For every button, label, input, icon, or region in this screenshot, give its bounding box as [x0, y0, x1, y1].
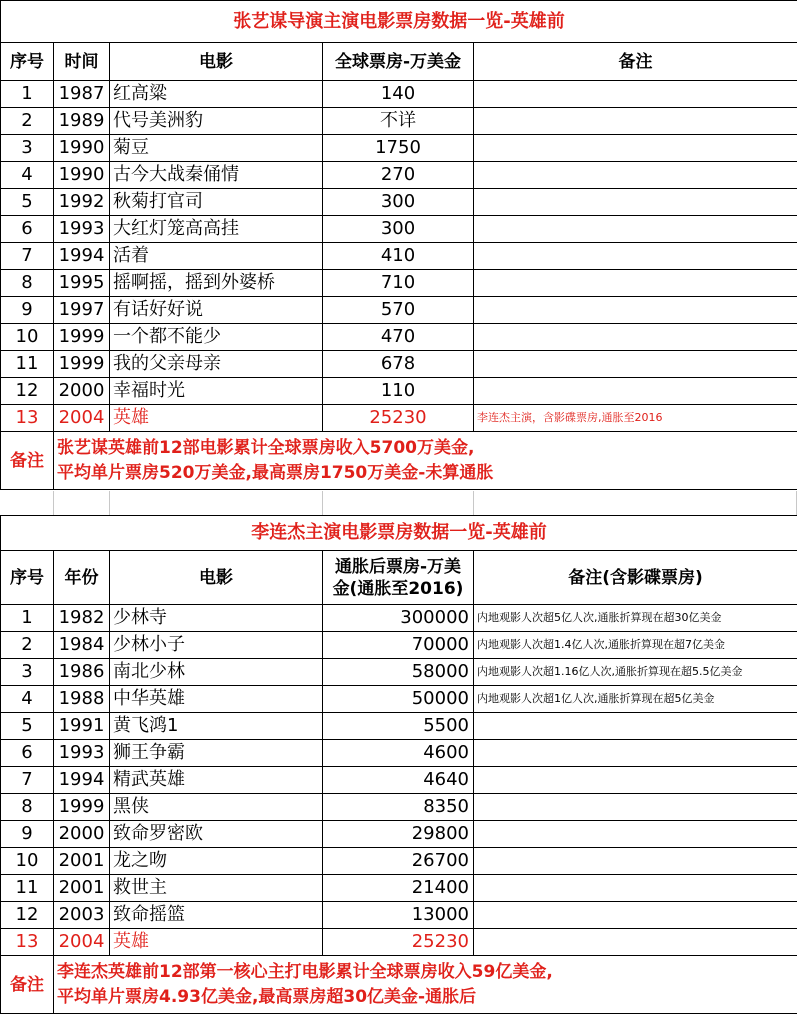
- row-note: [474, 297, 797, 324]
- jet-li-box-office-table: [0, 515, 797, 1014]
- table2-title: 李连杰主演电影票房数据一览-英雄前: [1, 516, 797, 551]
- header-year: 时间: [54, 43, 110, 81]
- summary-label: 备注: [1, 956, 54, 1014]
- row-box-office: 570: [323, 297, 474, 324]
- row-note: [474, 875, 797, 902]
- table-row: [1, 243, 797, 270]
- row-film: 英雄: [110, 929, 323, 956]
- row-box-office: 110: [323, 378, 474, 405]
- row-year: 1992: [54, 189, 110, 216]
- header-note: 备注(含影碟票房): [474, 551, 797, 605]
- row-year: 1993: [54, 216, 110, 243]
- row-box-office: 8350: [323, 794, 474, 821]
- row-year: 1999: [54, 324, 110, 351]
- table-row: [1, 794, 797, 821]
- table-row: [1, 297, 797, 324]
- row-no: 1: [1, 81, 54, 108]
- row-no: 3: [1, 659, 54, 686]
- row-film: 英雄: [110, 405, 323, 432]
- row-no: 1: [1, 605, 54, 632]
- row-box-office: 300000: [323, 605, 474, 632]
- summary-line2: 平均单片票房4.93亿美金,最高票房超30亿美金-通胀后: [57, 986, 477, 1007]
- row-year: 2001: [54, 848, 110, 875]
- row-year: 2000: [54, 821, 110, 848]
- row-film: 活着: [110, 243, 323, 270]
- row-box-office: 58000: [323, 659, 474, 686]
- row-no: 13: [1, 405, 54, 432]
- row-film: 摇啊摇，摇到外婆桥: [110, 270, 323, 297]
- row-year: 1989: [54, 108, 110, 135]
- row-no: 2: [1, 108, 54, 135]
- summary-label: 备注: [1, 432, 54, 490]
- row-year: 1994: [54, 767, 110, 794]
- row-year: 1986: [54, 659, 110, 686]
- summary-row: [1, 956, 797, 1014]
- row-no: 11: [1, 875, 54, 902]
- row-film: 秋菊打官司: [110, 189, 323, 216]
- row-year: 1995: [54, 270, 110, 297]
- header-box-office: [323, 551, 474, 605]
- row-note: [474, 821, 797, 848]
- row-film: 幸福时光: [110, 378, 323, 405]
- row-year: 1991: [54, 713, 110, 740]
- header-film: 电影: [110, 43, 323, 81]
- row-box-office: 26700: [323, 848, 474, 875]
- row-film: 代号美洲豹: [110, 108, 323, 135]
- header-note: 备注: [474, 43, 797, 81]
- row-year: 1990: [54, 162, 110, 189]
- row-year: 2004: [54, 929, 110, 956]
- row-note: 内地观影人次超1.4亿人次,通胀折算现在超7亿美金: [474, 632, 797, 659]
- table-row: [1, 848, 797, 875]
- row-box-office: 4640: [323, 767, 474, 794]
- row-note: [474, 135, 797, 162]
- table-row: [1, 81, 797, 108]
- row-no: 6: [1, 216, 54, 243]
- row-no: 9: [1, 821, 54, 848]
- header-box-line1: 通胀后票房-万美: [334, 556, 462, 577]
- row-year: 1984: [54, 632, 110, 659]
- row-box-office: 470: [323, 324, 474, 351]
- row-note: 李连杰主演，含影碟票房,通胀至2016: [474, 405, 797, 432]
- row-film: 精武英雄: [110, 767, 323, 794]
- row-film: 少林小子: [110, 632, 323, 659]
- table-row: [1, 740, 797, 767]
- table-row: [1, 929, 797, 956]
- table1-title: 张艺谋导演主演电影票房数据一览-英雄前: [1, 1, 797, 43]
- row-film: 红高粱: [110, 81, 323, 108]
- row-year: 1988: [54, 686, 110, 713]
- row-box-office: 270: [323, 162, 474, 189]
- row-note: [474, 189, 797, 216]
- row-year: 1990: [54, 135, 110, 162]
- row-note: [474, 81, 797, 108]
- row-box-office: 5500: [323, 713, 474, 740]
- header-year: 年份: [54, 551, 110, 605]
- row-note: [474, 108, 797, 135]
- row-no: 3: [1, 135, 54, 162]
- row-no: 2: [1, 632, 54, 659]
- row-box-office: 300: [323, 189, 474, 216]
- header-no: 序号: [1, 551, 54, 605]
- row-film: 黄飞鸿1: [110, 713, 323, 740]
- row-box-office: 678: [323, 351, 474, 378]
- row-note: [474, 162, 797, 189]
- row-film: 救世主: [110, 875, 323, 902]
- row-year: 2000: [54, 378, 110, 405]
- row-note: 内地观影人次超1.16亿人次,通胀折算现在超5.5亿美金: [474, 659, 797, 686]
- row-film: 狮王争霸: [110, 740, 323, 767]
- row-film: 菊豆: [110, 135, 323, 162]
- row-no: 5: [1, 189, 54, 216]
- row-year: 1987: [54, 81, 110, 108]
- row-box-office: 4600: [323, 740, 474, 767]
- row-year: 2004: [54, 405, 110, 432]
- row-no: 12: [1, 902, 54, 929]
- summary-line1: 李连杰英雄前12部第一核心主打电影累计全球票房收入59亿美金,: [57, 961, 553, 982]
- summary-text: [54, 956, 797, 1014]
- row-box-office: 140: [323, 81, 474, 108]
- row-box-office: 29800: [323, 821, 474, 848]
- row-no: 10: [1, 848, 54, 875]
- table-row: [1, 270, 797, 297]
- row-year: 2001: [54, 875, 110, 902]
- header-box-line2: 金(通胀至2016): [332, 578, 464, 599]
- row-box-office: 21400: [323, 875, 474, 902]
- table-row: [1, 378, 797, 405]
- row-box-office: 70000: [323, 632, 474, 659]
- row-year: 1994: [54, 243, 110, 270]
- summary-line1: 张艺谋英雄前12部电影累计全球票房收入5700万美金,: [57, 437, 475, 458]
- row-year: 1999: [54, 794, 110, 821]
- row-box-office: 300: [323, 216, 474, 243]
- row-note: [474, 243, 797, 270]
- row-no: 8: [1, 270, 54, 297]
- table-row: [1, 405, 797, 432]
- row-box-office: 不详: [323, 108, 474, 135]
- row-note: [474, 713, 797, 740]
- header-film: 电影: [110, 551, 323, 605]
- table-row: [1, 632, 797, 659]
- row-no: 13: [1, 929, 54, 956]
- row-note: [474, 794, 797, 821]
- row-note: [474, 767, 797, 794]
- row-note: [474, 351, 797, 378]
- row-no: 10: [1, 324, 54, 351]
- row-note: [474, 848, 797, 875]
- row-no: 5: [1, 713, 54, 740]
- row-box-office: 13000: [323, 902, 474, 929]
- row-year: 2003: [54, 902, 110, 929]
- header-no: 序号: [1, 43, 54, 81]
- row-film: 龙之吻: [110, 848, 323, 875]
- row-film: 我的父亲母亲: [110, 351, 323, 378]
- row-no: 4: [1, 162, 54, 189]
- table-row: [1, 875, 797, 902]
- table-gap: [0, 491, 797, 515]
- row-box-office: 710: [323, 270, 474, 297]
- table-row: [1, 713, 797, 740]
- row-note: [474, 270, 797, 297]
- row-note: [474, 378, 797, 405]
- row-film: 有话好好说: [110, 297, 323, 324]
- table-row: [1, 189, 797, 216]
- row-no: 7: [1, 243, 54, 270]
- table-row: [1, 135, 797, 162]
- row-film: 一个都不能少: [110, 324, 323, 351]
- row-no: 7: [1, 767, 54, 794]
- row-no: 6: [1, 740, 54, 767]
- row-no: 9: [1, 297, 54, 324]
- row-note: 内地观影人次超5亿人次,通胀折算现在超30亿美金: [474, 605, 797, 632]
- row-note: [474, 216, 797, 243]
- row-film: 古今大战秦俑情: [110, 162, 323, 189]
- table-row: [1, 767, 797, 794]
- row-box-office: 25230: [323, 405, 474, 432]
- row-year: 1997: [54, 297, 110, 324]
- table-row: [1, 324, 797, 351]
- row-box-office: 1750: [323, 135, 474, 162]
- table-row: [1, 216, 797, 243]
- row-box-office: 410: [323, 243, 474, 270]
- row-year: 1999: [54, 351, 110, 378]
- summary-line2: 平均单片票房520万美金,最高票房1750万美金-未算通胀: [57, 462, 494, 483]
- table-row: [1, 902, 797, 929]
- row-box-office: 50000: [323, 686, 474, 713]
- table-row: [1, 108, 797, 135]
- row-film: 中华英雄: [110, 686, 323, 713]
- row-film: 致命罗密欧: [110, 821, 323, 848]
- table-row: [1, 162, 797, 189]
- row-note: [474, 324, 797, 351]
- table-row: [1, 351, 797, 378]
- row-year: 1993: [54, 740, 110, 767]
- row-no: 4: [1, 686, 54, 713]
- row-note: [474, 902, 797, 929]
- row-year: 1982: [54, 605, 110, 632]
- row-note: 内地观影人次超1亿人次,通胀折算现在超5亿美金: [474, 686, 797, 713]
- table-row: [1, 605, 797, 632]
- row-film: 南北少林: [110, 659, 323, 686]
- row-note: [474, 740, 797, 767]
- zhang-yimou-box-office-table: [0, 0, 797, 490]
- row-box-office: 25230: [323, 929, 474, 956]
- table-row: [1, 686, 797, 713]
- row-film: 黑侠: [110, 794, 323, 821]
- summary-row: [1, 432, 797, 490]
- row-note: [474, 929, 797, 956]
- table-row: [1, 821, 797, 848]
- summary-text: [54, 432, 797, 490]
- row-no: 12: [1, 378, 54, 405]
- row-no: 11: [1, 351, 54, 378]
- row-film: 少林寺: [110, 605, 323, 632]
- row-film: 大红灯笼高高挂: [110, 216, 323, 243]
- header-box-office: 全球票房-万美金: [323, 43, 474, 81]
- table-row: [1, 659, 797, 686]
- row-no: 8: [1, 794, 54, 821]
- row-film: 致命摇篮: [110, 902, 323, 929]
